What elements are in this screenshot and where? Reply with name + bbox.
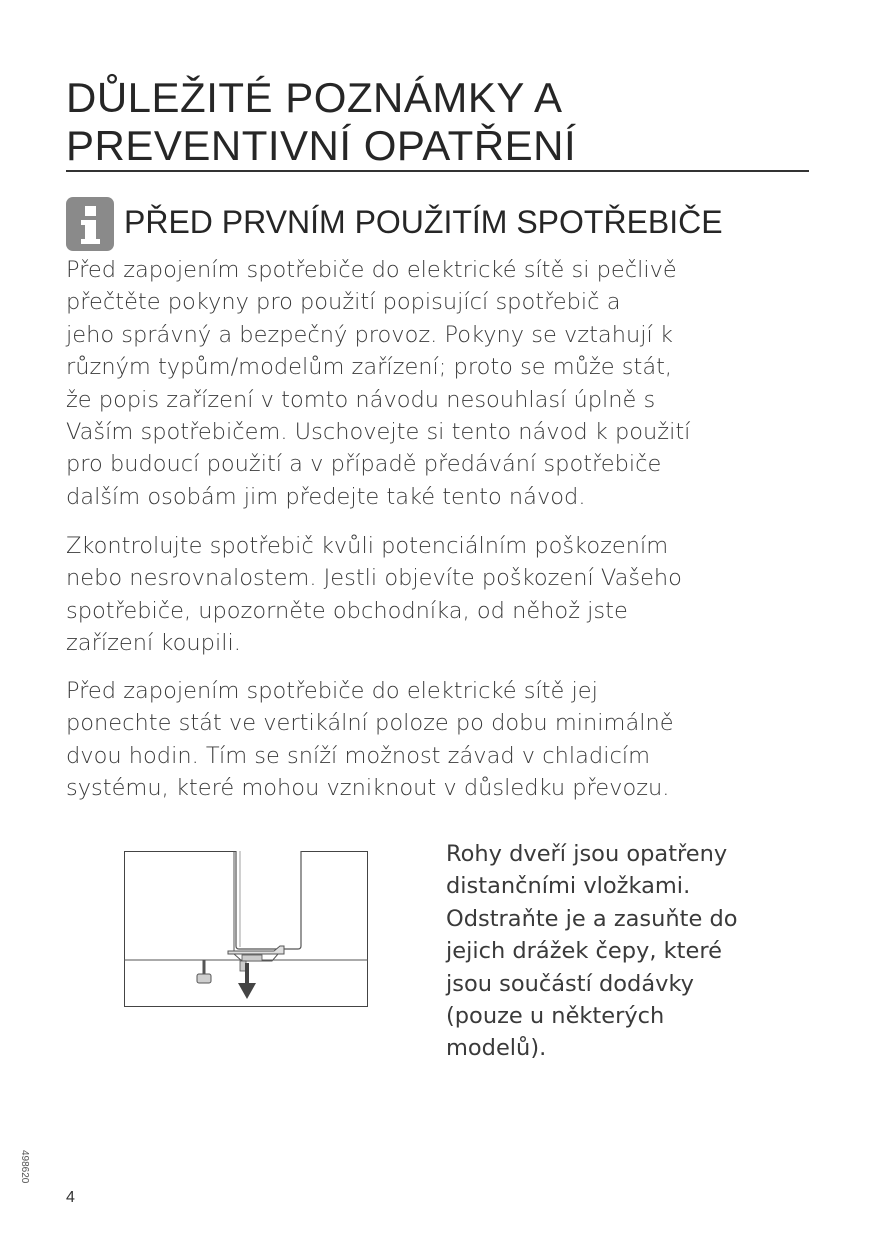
text-line: systému, které mohou vzniknout v důsledku převozu. [66,775,670,802]
text-line: nebo nesrovnalostem. Jestli objevíte poškození Vašeho [66,565,682,592]
text-line: dvou hodin. Tím se sníží možnost závad v chladicím [66,742,651,769]
paragraph-before-first-use [66,254,826,513]
text-line: Vaším spotřebičem. Uschovejte si tento návod k použití [66,419,691,446]
text-line: Před zapojením spotřebiče do elektrické sítě jej [66,678,598,704]
page-title-line-2: PREVENTIVNÍ OPATŘENÍ [66,122,577,169]
page-number: 4 [66,1189,75,1206]
caption-line: distančními vložkami. [446,873,691,900]
caption-line: jsou součástí dodávky [446,970,694,997]
figure-caption [446,838,826,1065]
title-underline [66,170,809,172]
text-line: jeho správný a bezpečný provoz. Pokyny se vztahují k [66,321,673,348]
text-line: ponechte stát ve vertikální poloze po dobu minimálně [66,710,674,737]
text-line: přečtěte pokyny pro použití popisující spotřebič a [66,289,621,316]
text-line: zařízení koupili. [66,630,241,657]
text-line: že popis zařízení v tomto návodu nesouhlasí úplně s [66,386,656,413]
text-line: Zkontrolujte spotřebič kvůli potenciálním poškozením [66,533,669,559]
caption-line: jejich drážek čepy, které [446,938,722,965]
text-line: spotřebiče, upozorněte obchodníka, od něhož jste [66,597,628,624]
info-icon [66,197,114,251]
document-code [18,1150,38,1210]
caption-line: (pouze u některých [446,1003,665,1030]
text-line: Před zapojením spotřebiče do elektrické sítě si pečlivě [66,257,677,283]
text-line: dalším osobám jim předejte také tento návod. [66,483,586,510]
text-line: pro budoucí použití a v případě předávání spotřebiče [66,451,662,478]
caption-line: Rohy dveří jsou opatřeny [446,841,728,867]
paragraph-vertical-position [66,675,826,805]
caption-line: modelů). [446,1035,547,1062]
text-line: různým typům/modelům zařízení; proto se může stát, [66,354,673,381]
page-title [66,74,808,170]
caption-line: Odstraňte je a zasuňte do [446,905,738,932]
page-title-line-1: DŮLEŽITÉ POZNÁMKY A [66,74,563,121]
document-code-text: 498620 [19,1150,30,1184]
section-heading: PŘED PRVNÍM POUŽITÍM SPOTŘEBIČE [124,204,723,240]
paragraph-check-damage [66,530,826,660]
door-spacer-illustration [124,851,368,1007]
